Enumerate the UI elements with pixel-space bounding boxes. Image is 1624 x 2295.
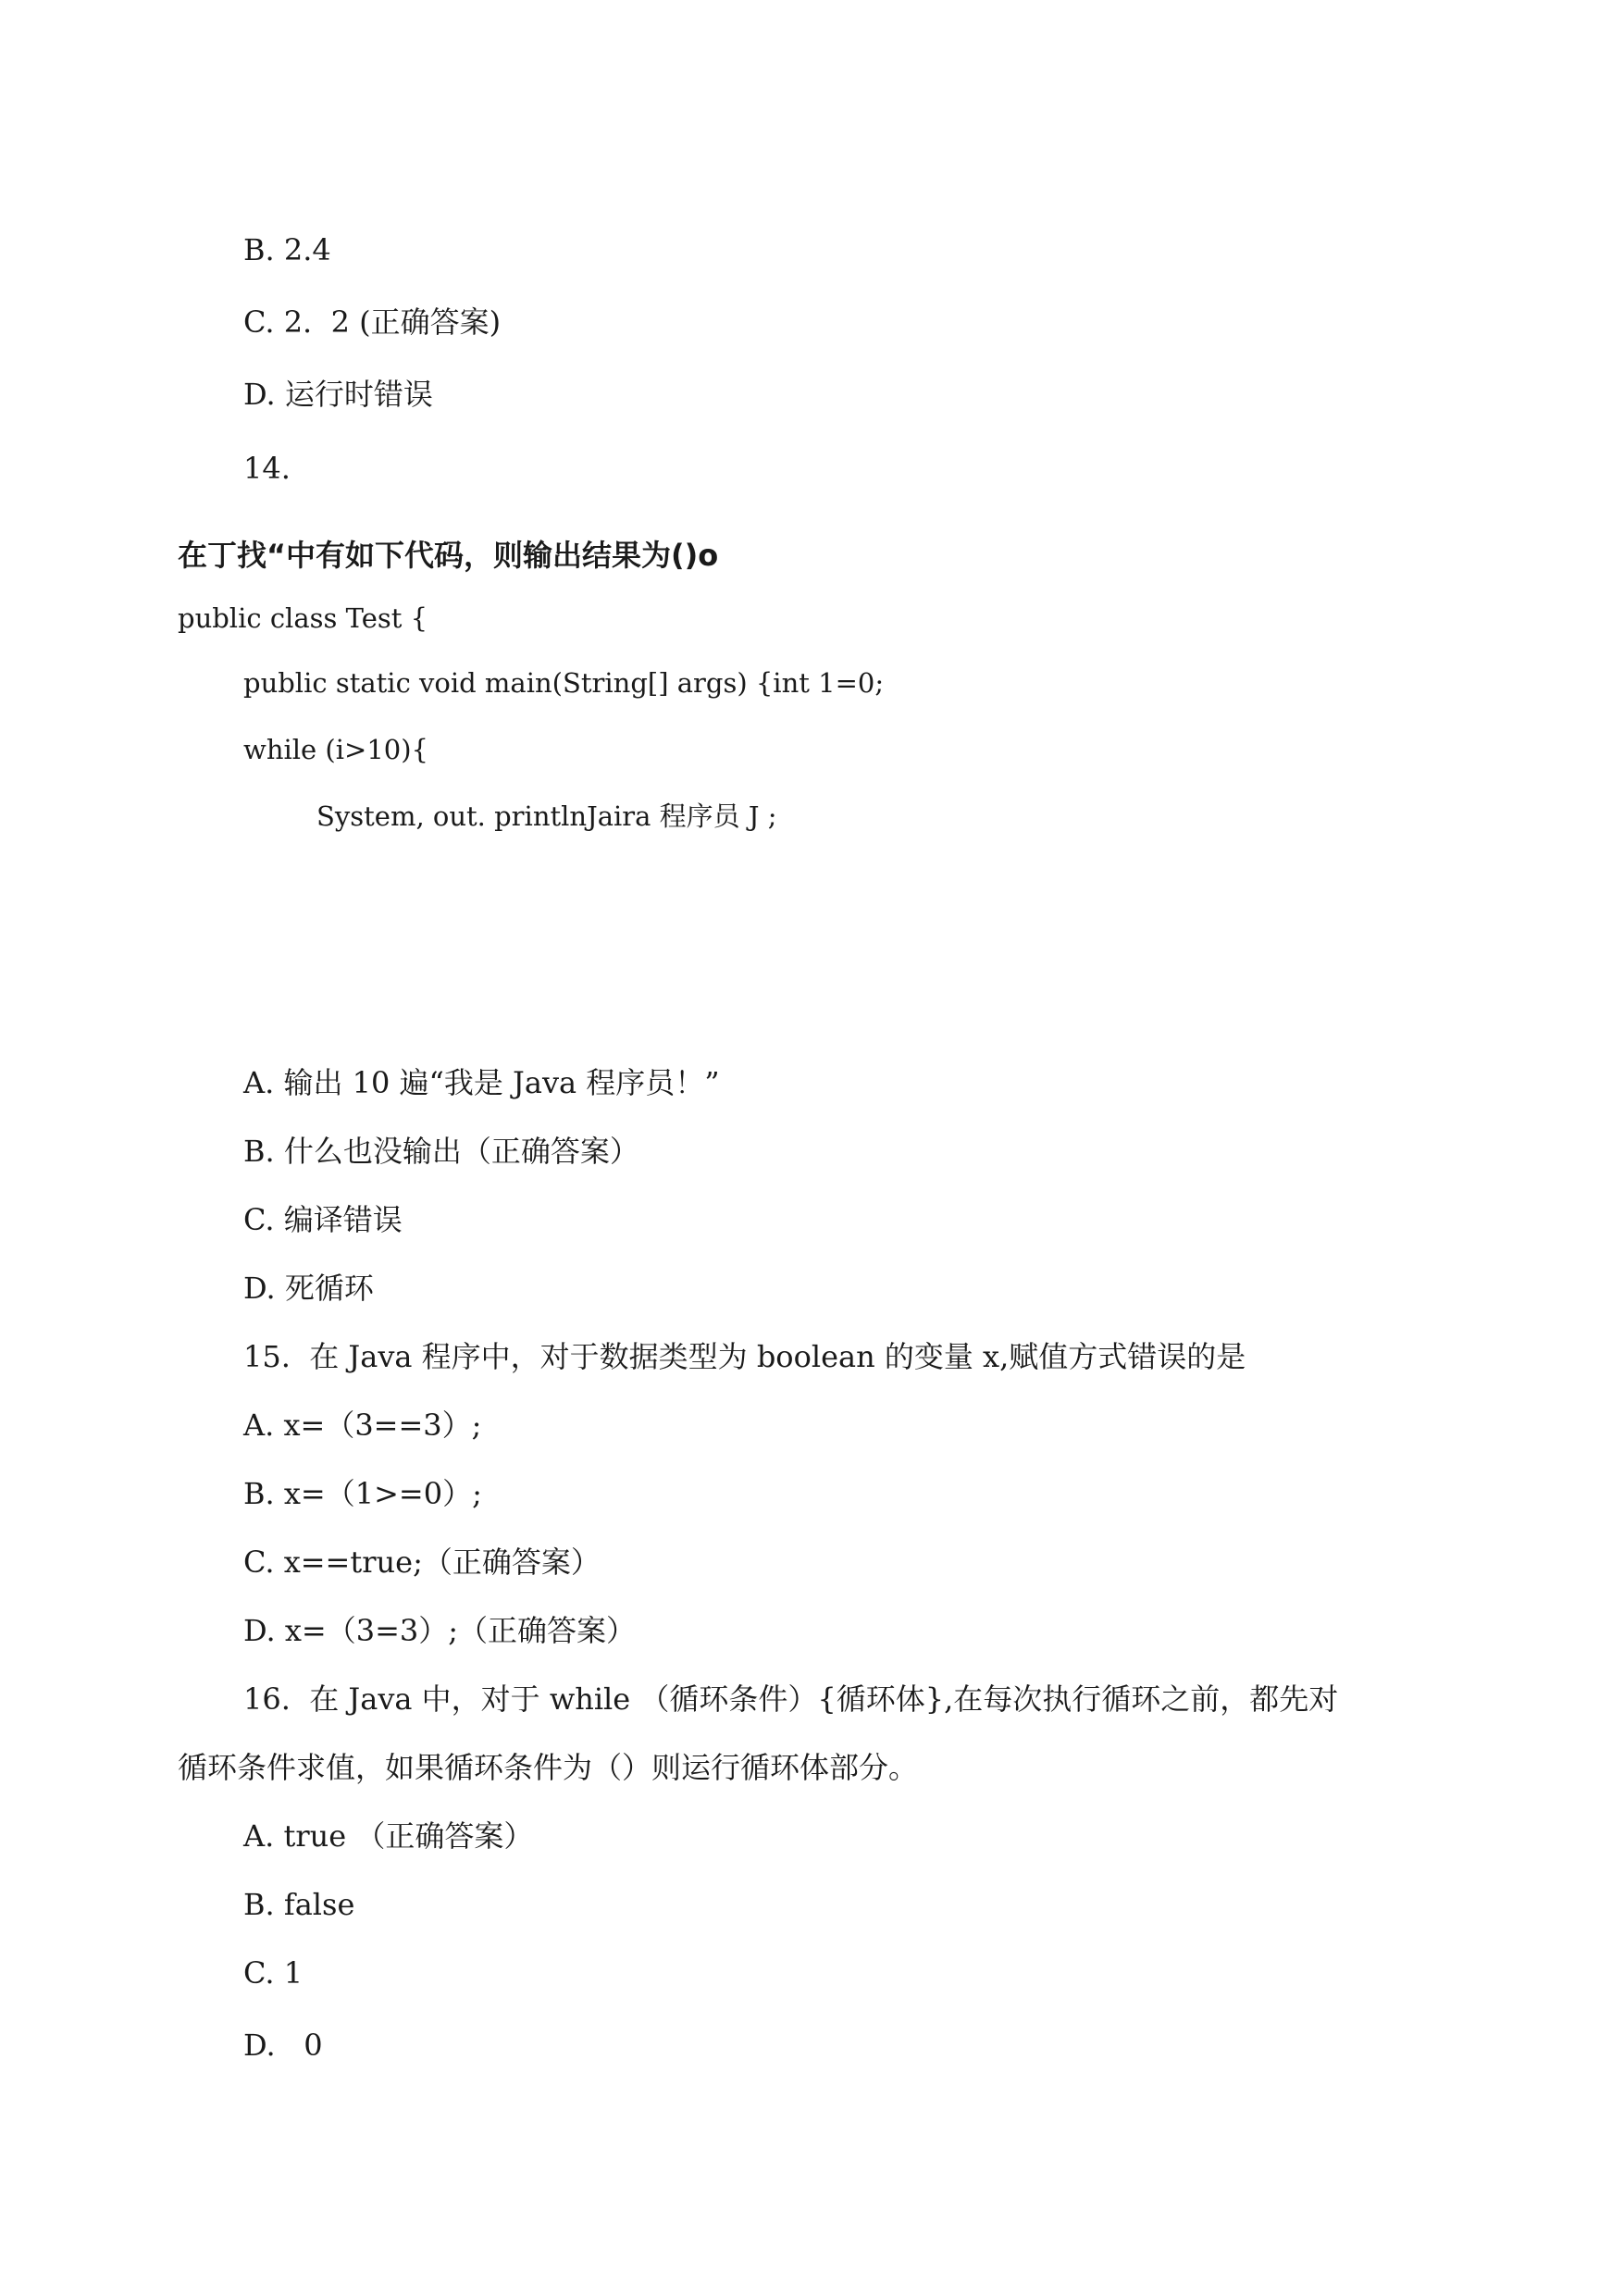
q14-option-b: B. 什么也没输出（正确答案） bbox=[243, 1134, 639, 1169]
q14-option-c: C. 编译错误 bbox=[243, 1202, 403, 1237]
q15-option-a: A. x=（3==3）; bbox=[243, 1408, 482, 1443]
q16-option-c: C. 1 bbox=[243, 1955, 304, 1991]
q16-stem-line-2: 循环条件求值，如果循环条件为（）则运行循环体部分。 bbox=[178, 1750, 919, 1785]
q15-option-b: B. x=（1>=0）; bbox=[243, 1476, 482, 1511]
q13-option-b: B. 2.4 bbox=[243, 232, 331, 267]
q16-option-b: B. false bbox=[243, 1887, 355, 1922]
q14-option-a: A. 输出 10 遍“我是 Java 程序员！” bbox=[243, 1065, 720, 1100]
q15-option-c: C. x==true;（正确答案） bbox=[243, 1544, 601, 1580]
q15-option-d: D. x=（3=3）;（正确答案） bbox=[243, 1613, 637, 1648]
q16-option-a: A. true （正确答案） bbox=[243, 1818, 534, 1854]
q13-option-d: D. 运行时错误 bbox=[243, 377, 433, 412]
q14-stem: 在丁找“中有如下代码，则输出结果为()o bbox=[178, 538, 719, 573]
q14-code-line-2: public static void main(String[] args) {int 1=0; bbox=[243, 667, 885, 699]
q16-option-d: D. 0 bbox=[243, 2028, 323, 2063]
q14-option-d: D. 死循环 bbox=[243, 1271, 374, 1306]
q14-number: 14. bbox=[243, 451, 291, 486]
q16-stem-line-1: 16. 在 Java 中，对于 while （循环条件）{循环体},在每次执行循环之前，都先对 bbox=[243, 1681, 1339, 1717]
q14-code-line-4: System, out. printlnJaira 程序员 J ; bbox=[316, 800, 777, 832]
q15-stem: 15. 在 Java 程序中，对于数据类型为 boolean 的变量 x,赋值方式错误的是 bbox=[243, 1339, 1246, 1374]
q13-option-c: C. 2. 2 (正确答案) bbox=[243, 304, 502, 340]
q14-code-line-3: while (i>10){ bbox=[243, 734, 428, 765]
q14-code-line-1: public class Test { bbox=[178, 602, 428, 634]
